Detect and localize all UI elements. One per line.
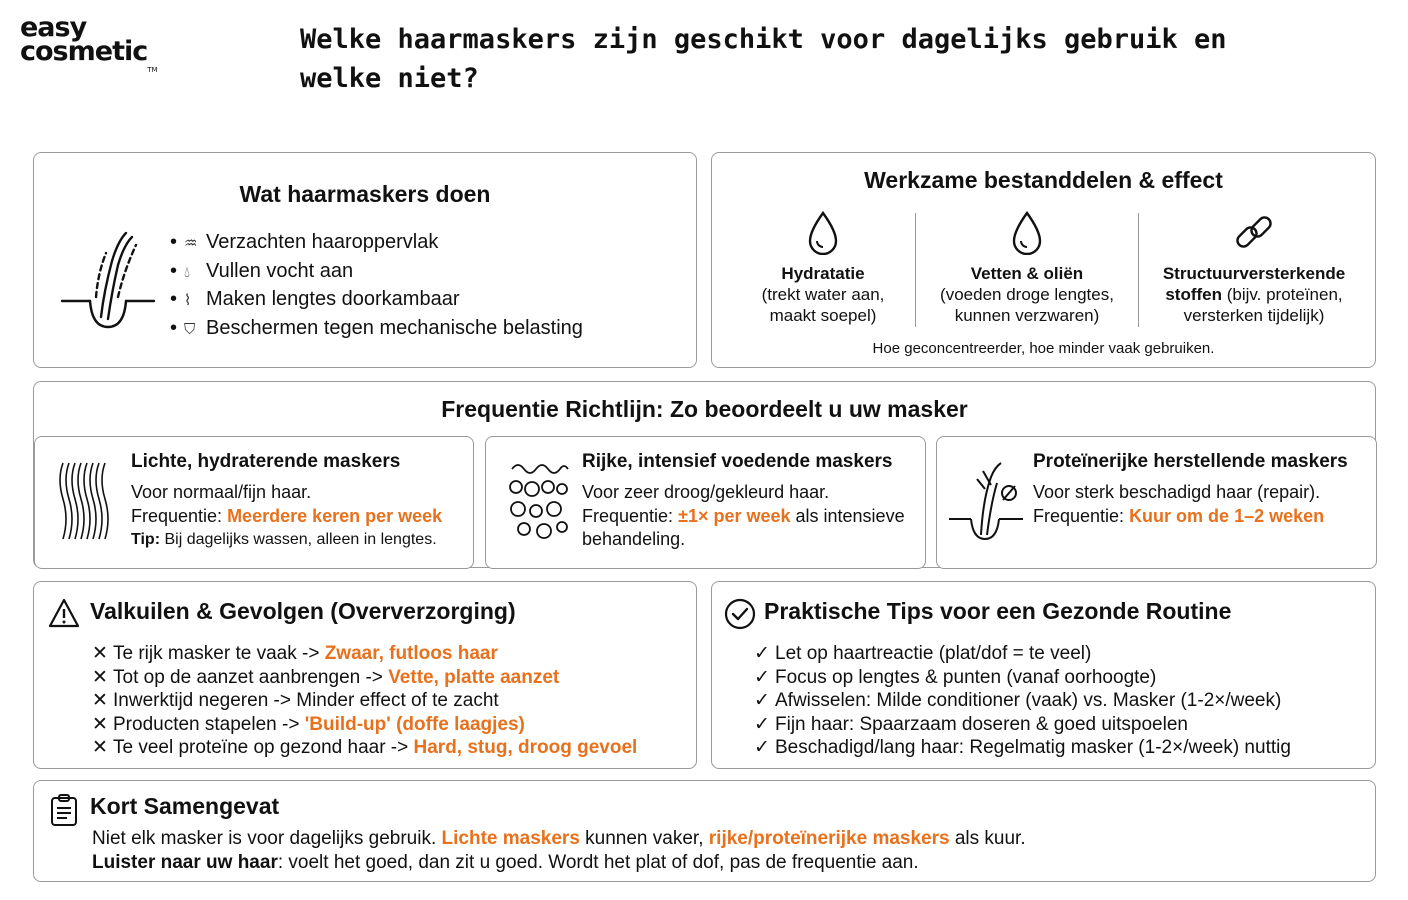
list-item: ✕ Te rijk masker te vaak -> Zwaar, futloos haar [92, 643, 498, 664]
hair-follicle-icon [60, 231, 156, 333]
list-item: ✓ Let op haartreactie (plat/dof = te veel) [754, 643, 1092, 664]
card-body: Voor normaal/fijn haar. Frequentie: Meerdere keren per week Tip: Bij dagelijks wassen, alleen in lengtes. [131, 482, 443, 548]
check-icon: ✓ [754, 666, 770, 688]
check-circle-icon [724, 598, 756, 630]
ingredient-oils: Vetten & oliën (voeden droge lengtes, kunnen verzwaren) [930, 211, 1124, 326]
cross-icon: ✕ [92, 690, 108, 711]
check-icon: ✓ [754, 737, 770, 758]
card-body: Voor sterk beschadigd haar (repair). Frequentie: Kuur om de 1–2 weken [1033, 482, 1325, 526]
logo-line-1: easy [20, 12, 87, 43]
droplet-icon [1012, 211, 1042, 255]
panel-heading: Werkzame bestanddelen & effect [864, 167, 1223, 193]
frequency-card-rich [485, 436, 926, 569]
pitfalls-list [92, 642, 637, 760]
shield-icon: ⛉ [184, 320, 196, 338]
tips-panel [711, 581, 1376, 769]
list-item: ✓ Beschadigd/lang haar: Regelmatig masker (1-2×/week) nuttig [754, 737, 1291, 758]
concentration-note: Hoe geconcentreerder, hoe minder vaak gebruiken. [872, 340, 1215, 357]
logo-tm: TM [147, 66, 158, 74]
tips-list [754, 642, 1291, 760]
card-title: Proteïnerijke herstellende maskers [1033, 451, 1348, 472]
comb-icon: ⌇ [184, 292, 192, 309]
list-item: ✓ Fijn haar: Spaarzaam doseren & goed uitspoelen [754, 713, 1188, 735]
cross-icon: ✕ [92, 643, 108, 664]
ingredient-hydration: Hydratatie (trekt water aan, maakt soepel) [748, 211, 898, 326]
ingredients-panel [711, 152, 1376, 368]
curly-hair-icon [504, 459, 574, 543]
panel-heading: Frequentie Richtlijn: Zo beoordeelt u uw masker [441, 396, 968, 422]
waves-icon: ♒ [184, 235, 198, 252]
divider [1138, 213, 1139, 327]
pitfalls-panel [33, 581, 697, 769]
droplet-icon [808, 211, 838, 255]
damaged-hair-icon [947, 459, 1027, 543]
panel-heading: Praktische Tips voor een Gezonde Routine [764, 598, 1232, 624]
logo-line-2: cosmetic™ [20, 36, 158, 74]
what-masks-do-panel [33, 152, 697, 368]
card-title: Lichte, hydraterende maskers [131, 451, 401, 472]
droplet-icon: 💧︎ [184, 263, 191, 281]
list-item: • ♒ Verzachten haaroppervlak [170, 229, 583, 258]
brand-logo [20, 12, 190, 74]
card-body: Voor zeer droog/gekleurd haar. Frequentie: ±1× per week als intensieve behandeling. [582, 482, 905, 549]
frequency-panel [33, 381, 1376, 568]
list-item: • 💧︎ Vullen vocht aan [170, 258, 583, 287]
straight-hair-icon [53, 459, 113, 543]
panel-heading: Wat haarmaskers doen [239, 181, 491, 207]
check-icon: ✓ [754, 713, 770, 735]
cross-icon: ✕ [92, 713, 108, 735]
list-item: ✕ Te veel proteïne op gezond haar -> Hard, stug, droog gevoel [92, 737, 638, 758]
ingredient-structure: Structuurversterkende stoffen (bijv. proteïnen, versterken tijdelijk) [1152, 211, 1356, 326]
frequency-card-light [34, 436, 474, 569]
what-masks-do-list [170, 229, 583, 343]
warning-icon [48, 598, 80, 628]
panel-heading: Kort Samengevat [90, 793, 280, 819]
list-item: ✓ Afwisselen: Milde conditioner (vaak) vs. Masker (1-2×/week) [754, 690, 1282, 711]
list-item: ✕ Tot op de aanzet aanbrengen -> Vette, platte aanzet [92, 666, 560, 688]
chain-link-icon [1232, 211, 1276, 255]
page-title: Welke haarmaskers zijn geschikt voor dagelijks gebruik en welke niet? [300, 24, 1227, 94]
divider [915, 213, 916, 327]
list-item: • ⌇ Maken lengtes doorkambaar [170, 286, 583, 315]
clipboard-icon [50, 793, 78, 827]
summary-panel [33, 780, 1376, 882]
card-title: Rijke, intensief voedende maskers [582, 451, 893, 472]
panel-heading: Valkuilen & Gevolgen (Oververzorging) [90, 598, 516, 624]
frequency-card-protein [936, 436, 1377, 569]
list-item: ✕ Inwerktijd negeren -> Minder effect of te zacht [92, 690, 499, 711]
check-icon: ✓ [754, 690, 770, 711]
cross-icon: ✕ [92, 737, 108, 758]
list-item: ✕ Producten stapelen -> 'Build-up' (doffe laagjes) [92, 713, 525, 735]
list-item: ✓ Focus op lengtes & punten (vanaf oorhoogte) [754, 666, 1157, 688]
summary-text: Niet elk masker is voor dagelijks gebruik. Lichte maskers kunnen vaker, rijke/proteïnerijke maskers als kuur. Luister naar uw haar: voelt het goed, dan zit u goed. Wordt het plat of dof, pas de frequentie aan. [92, 828, 1026, 873]
cross-icon: ✕ [92, 666, 108, 688]
check-icon: ✓ [754, 643, 770, 664]
list-item: • ⛉ Beschermen tegen mechanische belasting [170, 315, 583, 344]
